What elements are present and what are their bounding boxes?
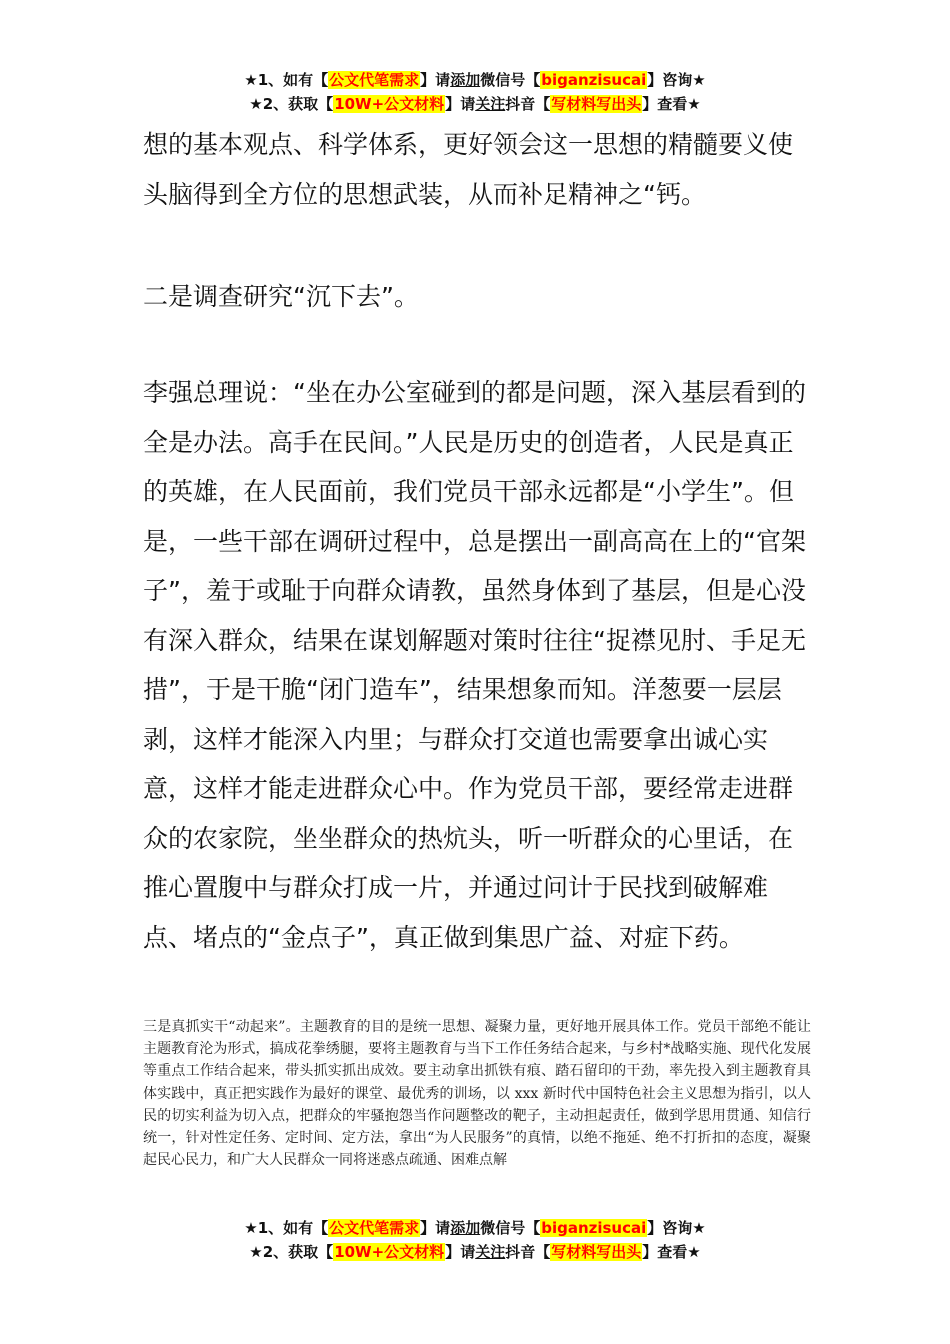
body-paragraph-3: 三是真抓实干“动起来”。主题教育的目的是统一思想、凝聚力量，更好地开展具体工作。党员干部绝不能让主题教育沦为形式，搞成花拳绣腿，要将主题教育与当下工作任务结合起来，与乡村*战略实施、现代化发展等重点工作结合起来，带头抓实抓出成效。要主动拿出抓铁有痕、踏石留印的干劲，率先投入到主题教育具体实践中，真正把实践作为最好的课堂、最优秀的训场，以 xxx 新时代中国特色社会主义思想为指引，以人民的切实利益为切入点，把群众的牢骚抱怨当作问题整改的靶子，主动担起责任，做到学思用贯通、知信行统一，针对性定任务、定时间、定方法，拿出“为人民服务”的真情，以绝不拖延、绝不打折扣的态度，凝聚起民心民力，和广大人民群众一同将迷惑点疏通、困难点解 — [143, 1019, 811, 1169]
highlight-writing-service: 公文代笔需求 — [329, 1219, 420, 1237]
promo-line-2: ★2、获取【10W+公文材料】请关注抖音【写材料写出头】查看★ — [249, 1243, 701, 1261]
promo-line-1: ★1、如有【公文代笔需求】请添加微信号【biganzisucai】咨询★ — [244, 71, 706, 89]
highlight-wechat-id: biganzisucai — [541, 1219, 647, 1237]
promo-banner-bottom — [0, 1216, 950, 1264]
highlight-wechat-id: biganzisucai — [541, 71, 647, 89]
highlight-materials: 10W+公文材料 — [334, 1243, 445, 1261]
continuation-paragraph: 想的基本观点、科学体系，更好领会这一思想的精髓要义使头脑得到全方位的思想武装，从而补足精神之“钙。 — [143, 130, 794, 209]
highlight-douyin-account: 写材料写出头 — [551, 95, 642, 113]
highlight-douyin-account: 写材料写出头 — [551, 1243, 642, 1261]
promo-line-1: ★1、如有【公文代笔需求】请添加微信号【biganzisucai】咨询★ — [244, 1219, 706, 1237]
highlight-writing-service: 公文代笔需求 — [329, 71, 420, 89]
section-heading-2: 二是调查研究“沉下去”。 — [143, 282, 419, 311]
promo-banner-top — [0, 68, 950, 116]
promo-line-2: ★2、获取【10W+公文材料】请关注抖音【写材料写出头】查看★ — [249, 95, 701, 113]
highlight-materials: 10W+公文材料 — [334, 95, 445, 113]
body-paragraph-2: 李强总理说：“坐在办公室碰到的都是问题，深入基层看到的全是办法。高手在民间。”人民是历史的创造者，人民是真正的英雄，在人民面前，我们党员干部永远都是“小学生”。但是，一些干部在调研过程中，总是摆出一副高高在上的“官架子”，羞于或耻于向群众请教，虽然身体到了基层，但是心没有深入群众，结果在谋划解题对策时往往“捉襟见肘、手足无措”，于是干脆“闭门造车”，结果想象而知。洋葱要一层层剥，这样才能深入内里；与群众打交道也需要拿出诚心实意，这样才能走进群众心中。作为党员干部，要经常走进群众的农家院，坐坐群众的热炕头，听一听群众的心里话，在推心置腹中与群众打成一片，并通过问计于民找到破解难点、堵点的“金点子”，真正做到集思广益、对症下药。 — [143, 378, 806, 952]
